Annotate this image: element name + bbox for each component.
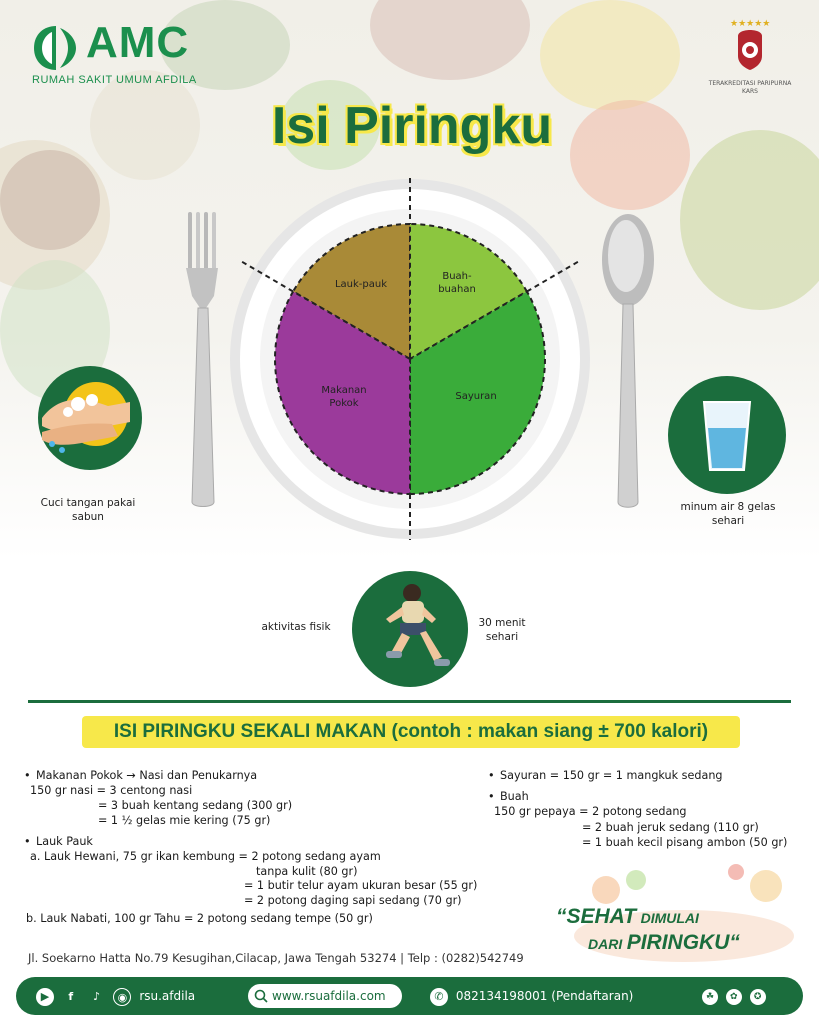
activity-caption: aktivitas fisik xyxy=(261,621,331,633)
social-links xyxy=(36,977,195,1015)
hospital-address: Jl. Soekarno Hatta No.79 Kesugihan,Cilacap, Jawa Tengah 53274 | Telp : (0282)542749 xyxy=(28,951,524,965)
fruit-heading: • Buah xyxy=(500,789,529,804)
side-dish-a-line-3: = 1 butir telur ayam ukuran besar (55 gr) xyxy=(244,879,478,892)
segment-label-lauk-pauk: Lauk-pauk xyxy=(334,279,388,290)
social-handle[interactable]: rsu.afdila xyxy=(139,989,196,1003)
accreditation-text: TERAKREDITASI PARIPURNA KARS xyxy=(708,80,792,95)
facebook-icon[interactable]: f xyxy=(68,989,74,1003)
slogan xyxy=(556,905,806,957)
activity-circle xyxy=(352,571,468,687)
website-link[interactable] xyxy=(248,984,402,1008)
amc-logo-icon xyxy=(28,22,80,74)
hand-wash-icon xyxy=(38,366,142,470)
side-dish-heading: • Lauk Pauk xyxy=(36,834,93,849)
page-title: Isi Piringku xyxy=(271,97,553,155)
fruit-line-2: = 2 buah jeruk sedang (110 gr) xyxy=(582,821,759,834)
slogan-word-1: “SEHAT xyxy=(556,905,637,928)
plate-diagram xyxy=(229,178,591,540)
svg-text:★★★★★: ★★★★★ xyxy=(730,19,771,29)
badge-1-icon: ☘ xyxy=(702,989,718,1005)
badge-3-icon: ✪ xyxy=(750,989,766,1005)
slogan-word-3: DARI xyxy=(588,936,623,952)
water-circle xyxy=(668,376,786,494)
logo-text: AMC xyxy=(86,18,190,67)
whatsapp-icon: ✆ xyxy=(430,988,448,1006)
plate-graphic xyxy=(229,178,591,540)
fruit-line-1: 150 gr pepaya = 2 potong sedang xyxy=(494,805,687,818)
staple-line-3: = 1 ½ gelas mie kering (75 gr) xyxy=(98,814,271,827)
youtube-icon[interactable]: ▶ xyxy=(36,988,54,1006)
phone-contact[interactable] xyxy=(430,977,633,1015)
hospital-logo xyxy=(28,18,258,88)
water-caption: minum air 8 gelas sehari xyxy=(680,501,776,527)
side-dish-a-line-4: = 2 potong daging sapi sedang (70 gr) xyxy=(244,894,462,907)
badge-2-icon: ✿ xyxy=(726,989,742,1005)
fruit-line-3: = 1 buah kecil pisang ambon (50 gr) xyxy=(582,836,788,849)
staple-heading: • Makanan Pokok → Nasi dan Penukarnya xyxy=(36,768,257,783)
footer-bar xyxy=(16,977,803,1015)
spoon-icon xyxy=(600,212,656,512)
runner-icon xyxy=(352,571,468,687)
kars-seal-icon xyxy=(700,14,800,80)
wash-hands-circle xyxy=(38,366,142,470)
segment-label-buah: Buah-buahan xyxy=(438,271,476,295)
side-dish-b-line: b. Lauk Nabati, 100 gr Tahu = 2 potong sedang tempe (50 gr) xyxy=(26,912,373,925)
search-icon xyxy=(254,989,268,1003)
section-title: ISI PIRINGKU SEKALI MAKAN (contoh : makan siang ± 700 kalori) xyxy=(82,716,740,748)
logo-subtitle: RUMAH SAKIT UMUM AFDILA xyxy=(32,74,197,86)
activity-duration: 30 menit sehari xyxy=(478,617,526,643)
water-glass-icon xyxy=(668,376,786,494)
footer-badges xyxy=(702,977,770,1015)
fork-icon xyxy=(180,212,226,512)
segment-label-sayuran: Sayuran xyxy=(455,391,497,402)
website-text: www.rsuafdila.com xyxy=(272,989,386,1003)
side-dish-a-line-1: a. Lauk Hewani, 75 gr ikan kembung = 2 potong sedang ayam xyxy=(30,850,381,863)
staple-line-1: 150 gr nasi = 3 centong nasi xyxy=(30,784,193,797)
staple-line-2: = 3 buah kentang sedang (300 gr) xyxy=(98,799,293,812)
slogan-word-2: DIMULAI xyxy=(640,910,699,926)
instagram-icon[interactable]: ◉ xyxy=(113,988,131,1006)
tiktok-icon[interactable]: ♪ xyxy=(93,989,101,1003)
accreditation-badge xyxy=(700,14,800,104)
wash-hands-caption: Cuci tangan pakai sabun xyxy=(40,497,136,523)
section-divider xyxy=(28,700,791,703)
segment-label-makanan-pokok: Makanan Pokok xyxy=(321,385,367,409)
side-dish-a-line-2: tanpa kulit (80 gr) xyxy=(256,865,358,878)
vegetable-line: • Sayuran = 150 gr = 1 mangkuk sedang xyxy=(500,768,723,783)
phone-number: 082134198001 (Pendaftaran) xyxy=(455,989,634,1003)
slogan-word-4: PIRINGKU“ xyxy=(626,931,740,954)
